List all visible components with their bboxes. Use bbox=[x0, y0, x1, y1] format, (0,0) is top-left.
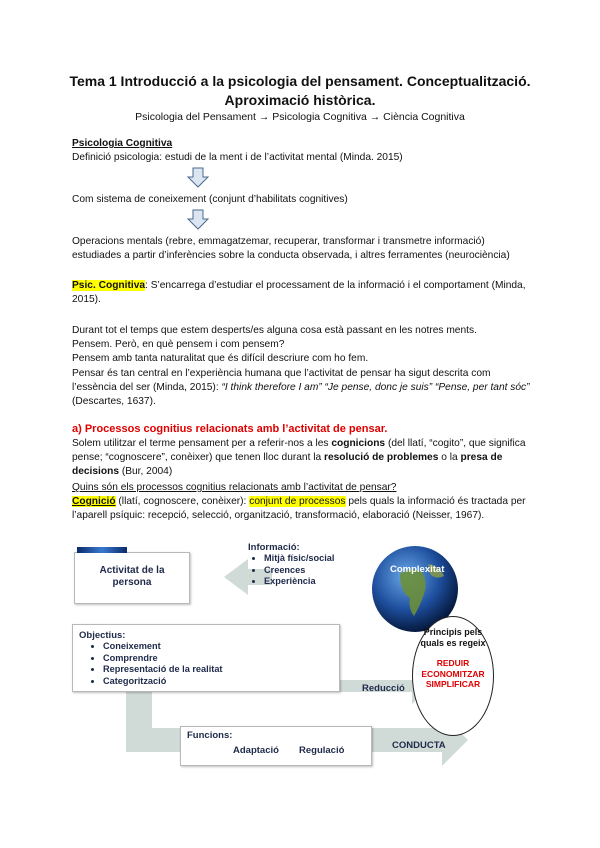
reduccio-label: Reducció bbox=[362, 683, 405, 694]
durant-line-3: Pensem amb tanta naturalitat que és difícil descriure com ho fem. bbox=[72, 353, 369, 365]
cognition-diagram bbox=[72, 540, 540, 770]
durant-line-1: Durant tot el temps que estem desperts/es alguna cosa està passant en les notres ments. bbox=[72, 325, 477, 336]
title-line-1: Tema 1 Introducció a la psicologia del pensament. Conceptualització. bbox=[69, 73, 531, 89]
list-item: • Comprendre bbox=[103, 653, 339, 665]
psic-cognitiva-text: : S’encarrega d’estudiar el processament de la informació i el comportament (Minda, 2015). bbox=[72, 280, 526, 306]
principis-oval bbox=[412, 616, 494, 736]
list-item: • Mitjà físic/social bbox=[264, 553, 358, 565]
complexitat-label: Complexitat bbox=[390, 564, 445, 575]
conjunt-processos-highlight: conjunt de processos bbox=[249, 496, 346, 507]
title-line-2: Aproximació històrica. bbox=[224, 92, 376, 108]
objectius-title: Objectius: bbox=[79, 630, 126, 641]
informacio-list bbox=[248, 553, 358, 588]
page-title bbox=[60, 72, 540, 110]
activitat-box bbox=[74, 552, 190, 604]
section-a-heading: a) Processos cognitius relacionats amb l’activitat de pensar. bbox=[72, 423, 388, 435]
p1-ref: (Bur, 2004) bbox=[119, 466, 173, 478]
funcions-box bbox=[180, 726, 372, 766]
definition-text: Definició psicologia: estudi de la ment i de l’activitat mental (Minda. 2015) bbox=[72, 152, 403, 163]
cognicio-definition bbox=[72, 495, 532, 523]
durant-line-4 bbox=[72, 367, 532, 410]
page-subtitle: Psicologia del Pensament → Psicologia Cognitiva → Ciència Cognitiva bbox=[135, 111, 465, 123]
list-item: • Coneixement bbox=[103, 641, 339, 653]
conducta-label: CONDUCTA bbox=[392, 740, 446, 751]
cognicio-text-2: pels quals la informació és tractada per l’aparell psíquic: recepció, selecció, organització, transformació, elaboració (Neisser, 1967). bbox=[72, 496, 526, 522]
list-item: • Creences bbox=[264, 565, 358, 577]
informacio-title: Informació: bbox=[248, 542, 300, 553]
psic-cognitiva-definition bbox=[72, 279, 532, 307]
list-item: • Representació de la realitat bbox=[103, 664, 339, 676]
cognicio-text-1: (llatí, cognoscere, conèixer): bbox=[115, 496, 250, 507]
p1-text: Solem utilitzar el terme pensament per a referir-nos a les bbox=[72, 438, 332, 449]
down-arrow-icon bbox=[186, 167, 210, 189]
system-text: Com sistema de coneixement (conjunt d’habilitats cognitives) bbox=[72, 194, 348, 205]
durant-line-4-ref: (Descartes, 1637). bbox=[72, 396, 156, 408]
list-item: • Experiència bbox=[264, 576, 358, 588]
durant-line-4-text: Pensar és tan central en l’experiència humana que l’activitat de pensar ha sigut descrita com l’essència del ser (Minda, 2015): bbox=[72, 367, 491, 393]
list-item: • Categorització bbox=[103, 676, 339, 688]
brain-image-strip bbox=[77, 547, 127, 553]
activitat-label: Activitat de la persona bbox=[99, 565, 165, 588]
cognicio-term: Cognició bbox=[72, 496, 116, 507]
p1-text-2: (del llatí, “cogito”, que significa pense; “cognoscere”, conèixer) que tenen lloc durant la bbox=[72, 438, 526, 464]
down-arrow-icon bbox=[186, 209, 210, 231]
presa-decisions-term: presa de decisions bbox=[72, 452, 503, 478]
adaptacio-label: Adaptació bbox=[233, 745, 279, 756]
informacio-box bbox=[248, 542, 358, 606]
psic-cognitiva-term: Psic. Cognitiva bbox=[72, 280, 146, 291]
resolucio-term: resolució de problemes bbox=[324, 452, 439, 464]
regulacio-label: Regulació bbox=[299, 745, 345, 756]
principis-label: Principis pels quals es regeix bbox=[420, 627, 486, 648]
durant-line-2: Pensem. Però, en què pensem i com pensem? bbox=[72, 339, 285, 351]
descartes-quote: “I think therefore I am” “Je pense, donc je suis” “Pense, per tant sóc” bbox=[221, 381, 530, 393]
durant-paragraph bbox=[72, 324, 532, 409]
processos-question: Quins són els processos cognitius relacionats amb l’activitat de pensar? bbox=[72, 482, 397, 493]
section-a-paragraph bbox=[72, 437, 532, 480]
objectius-box bbox=[72, 624, 340, 692]
operations-text: Operacions mentals (rebre, emmagatzemar, recuperar, transformar i transmetre informació) estudiades a partir d’inferències sobre la conducta observada, i altres ferramentes (neurociència) bbox=[72, 236, 510, 262]
section-heading-psicologia: Psicologia Cognitiva bbox=[72, 138, 173, 149]
funcions-title: Funcions: bbox=[187, 730, 233, 741]
p1-text-3: o la bbox=[438, 452, 461, 464]
objectius-list bbox=[73, 641, 339, 687]
reduir-label: REDUIR ECONOMITZAR SIMPLIFICAR bbox=[421, 658, 485, 689]
cognicions-term: cognicions bbox=[331, 438, 386, 449]
